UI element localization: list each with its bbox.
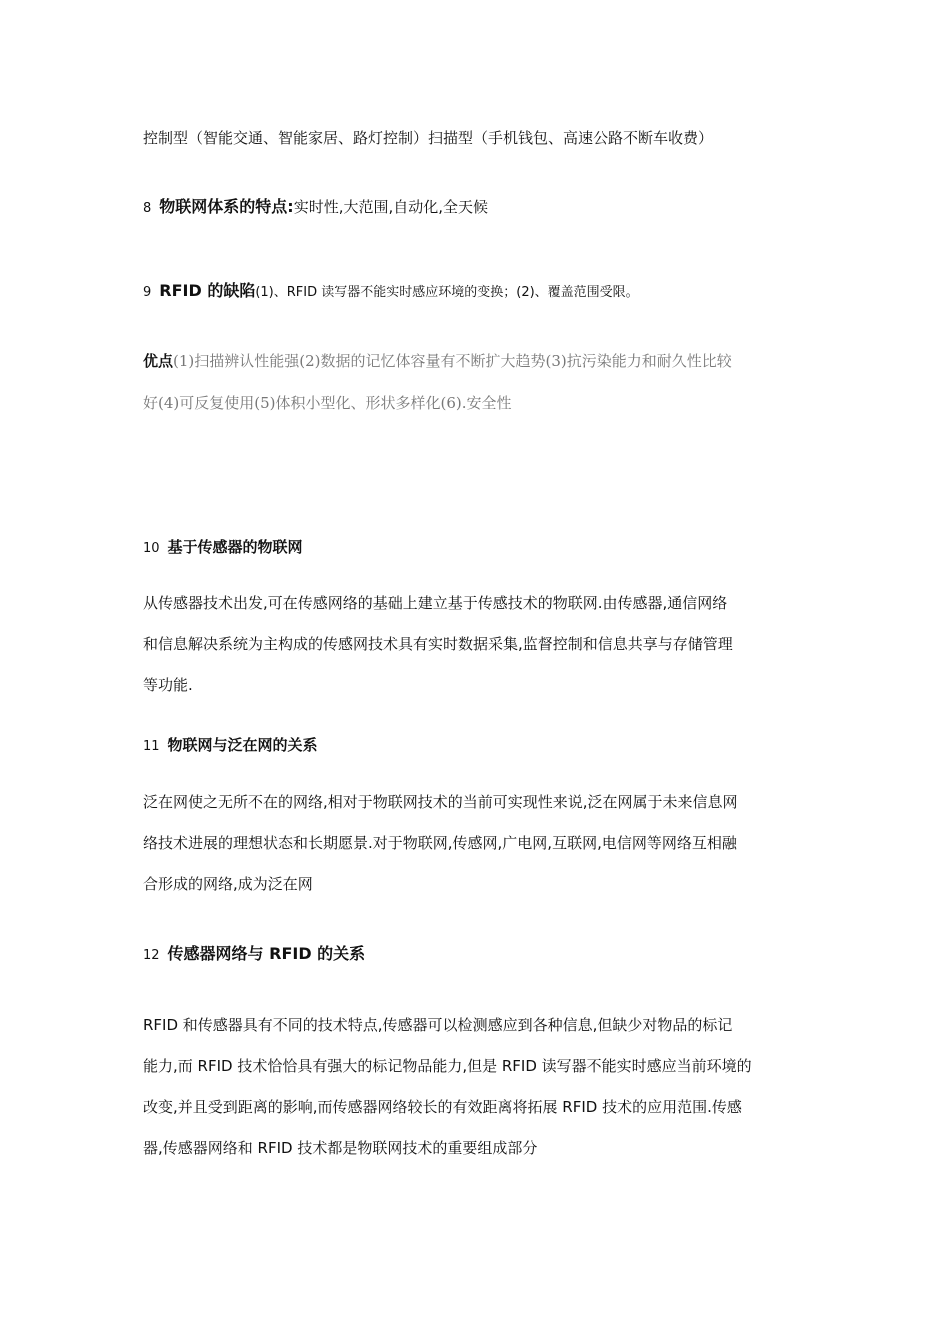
section-number: 8 (143, 201, 152, 216)
paragraph-line: 改变,并且受到距离的影响,而传感器网络较长的有效距离将拓展 RFID 技术的应用范围.传感 (143, 1098, 742, 1116)
paragraph-line: 器,传感器网络和 RFID 技术都是物联网技术的重要组成部分 (143, 1139, 538, 1157)
defect-2: (2)、覆盖范围受限。 (516, 285, 639, 300)
advantages-line-2: 好(4)可反复使用(5)体积小型化、形状多样化(6).安全性 (143, 394, 512, 412)
advantages-label: 优点 (143, 352, 174, 370)
section-10-heading (143, 536, 303, 560)
section-9-heading (143, 280, 639, 304)
paragraph-line: 泛在网使之无所不在的网络,相对于物联网技术的当前可实现性来说,泛在网属于未来信息网 (143, 793, 738, 811)
section-11-body (143, 782, 807, 905)
paragraph-line: 等功能. (143, 676, 193, 694)
control-scan-types-line: 控制型（智能交通、智能家居、路灯控制）扫描型（手机钱包、高速公路不断车收费） (143, 129, 714, 147)
advantages-text: (1)扫描辨认性能强(2)数据的记忆体容量有不断扩大趋势(3)抗污染能力和耐久性比较 (173, 352, 732, 370)
section-title: RFID 的缺陷 (159, 281, 256, 300)
paragraph-line: 络技术进展的理想状态和长期愿景.对于物联网,传感网,广电网,互联网,电信网等网络互相融 (143, 834, 737, 852)
section-number: 11 (143, 739, 160, 754)
section-title: 基于传感器的物联网 (167, 538, 303, 556)
paragraph-line: 和信息解决系统为主构成的传感网技术具有实时数据采集,监督控制和信息共享与存储管理 (143, 635, 733, 653)
paragraph-line: RFID 和传感器具有不同的技术特点,传感器可以检测感应到各种信息,但缺少对物品的标记 (143, 1016, 733, 1034)
section-12-heading (143, 943, 365, 967)
section-number: 10 (143, 541, 160, 556)
section-text: 实时性,大范围,自动化,全天候 (293, 198, 488, 216)
section-8-heading (143, 196, 488, 220)
section-number: 9 (143, 285, 152, 300)
section-11-heading (143, 734, 318, 758)
paragraph-line: 合形成的网络,成为泛在网 (143, 875, 313, 893)
section-12-body (143, 1005, 807, 1169)
paragraph-line: 能力,而 RFID 技术恰恰具有强大的标记物品能力,但是 RFID 读写器不能实时感应当前环境的 (143, 1057, 752, 1075)
defect-1: (1)、RFID 读写器不能实时感应环境的变换； (255, 285, 517, 300)
section-title: 物联网体系的特点: (159, 197, 294, 216)
advantages-line-1 (143, 350, 732, 372)
paragraph-line: 从传感器技术出发,可在传感网络的基础上建立基于传感技术的物联网.由传感器,通信网络 (143, 594, 728, 612)
section-title: 传感器网络与 RFID 的关系 (167, 944, 366, 963)
section-title: 物联网与泛在网的关系 (167, 736, 318, 754)
section-number: 12 (143, 948, 160, 963)
section-10-body (143, 583, 807, 706)
